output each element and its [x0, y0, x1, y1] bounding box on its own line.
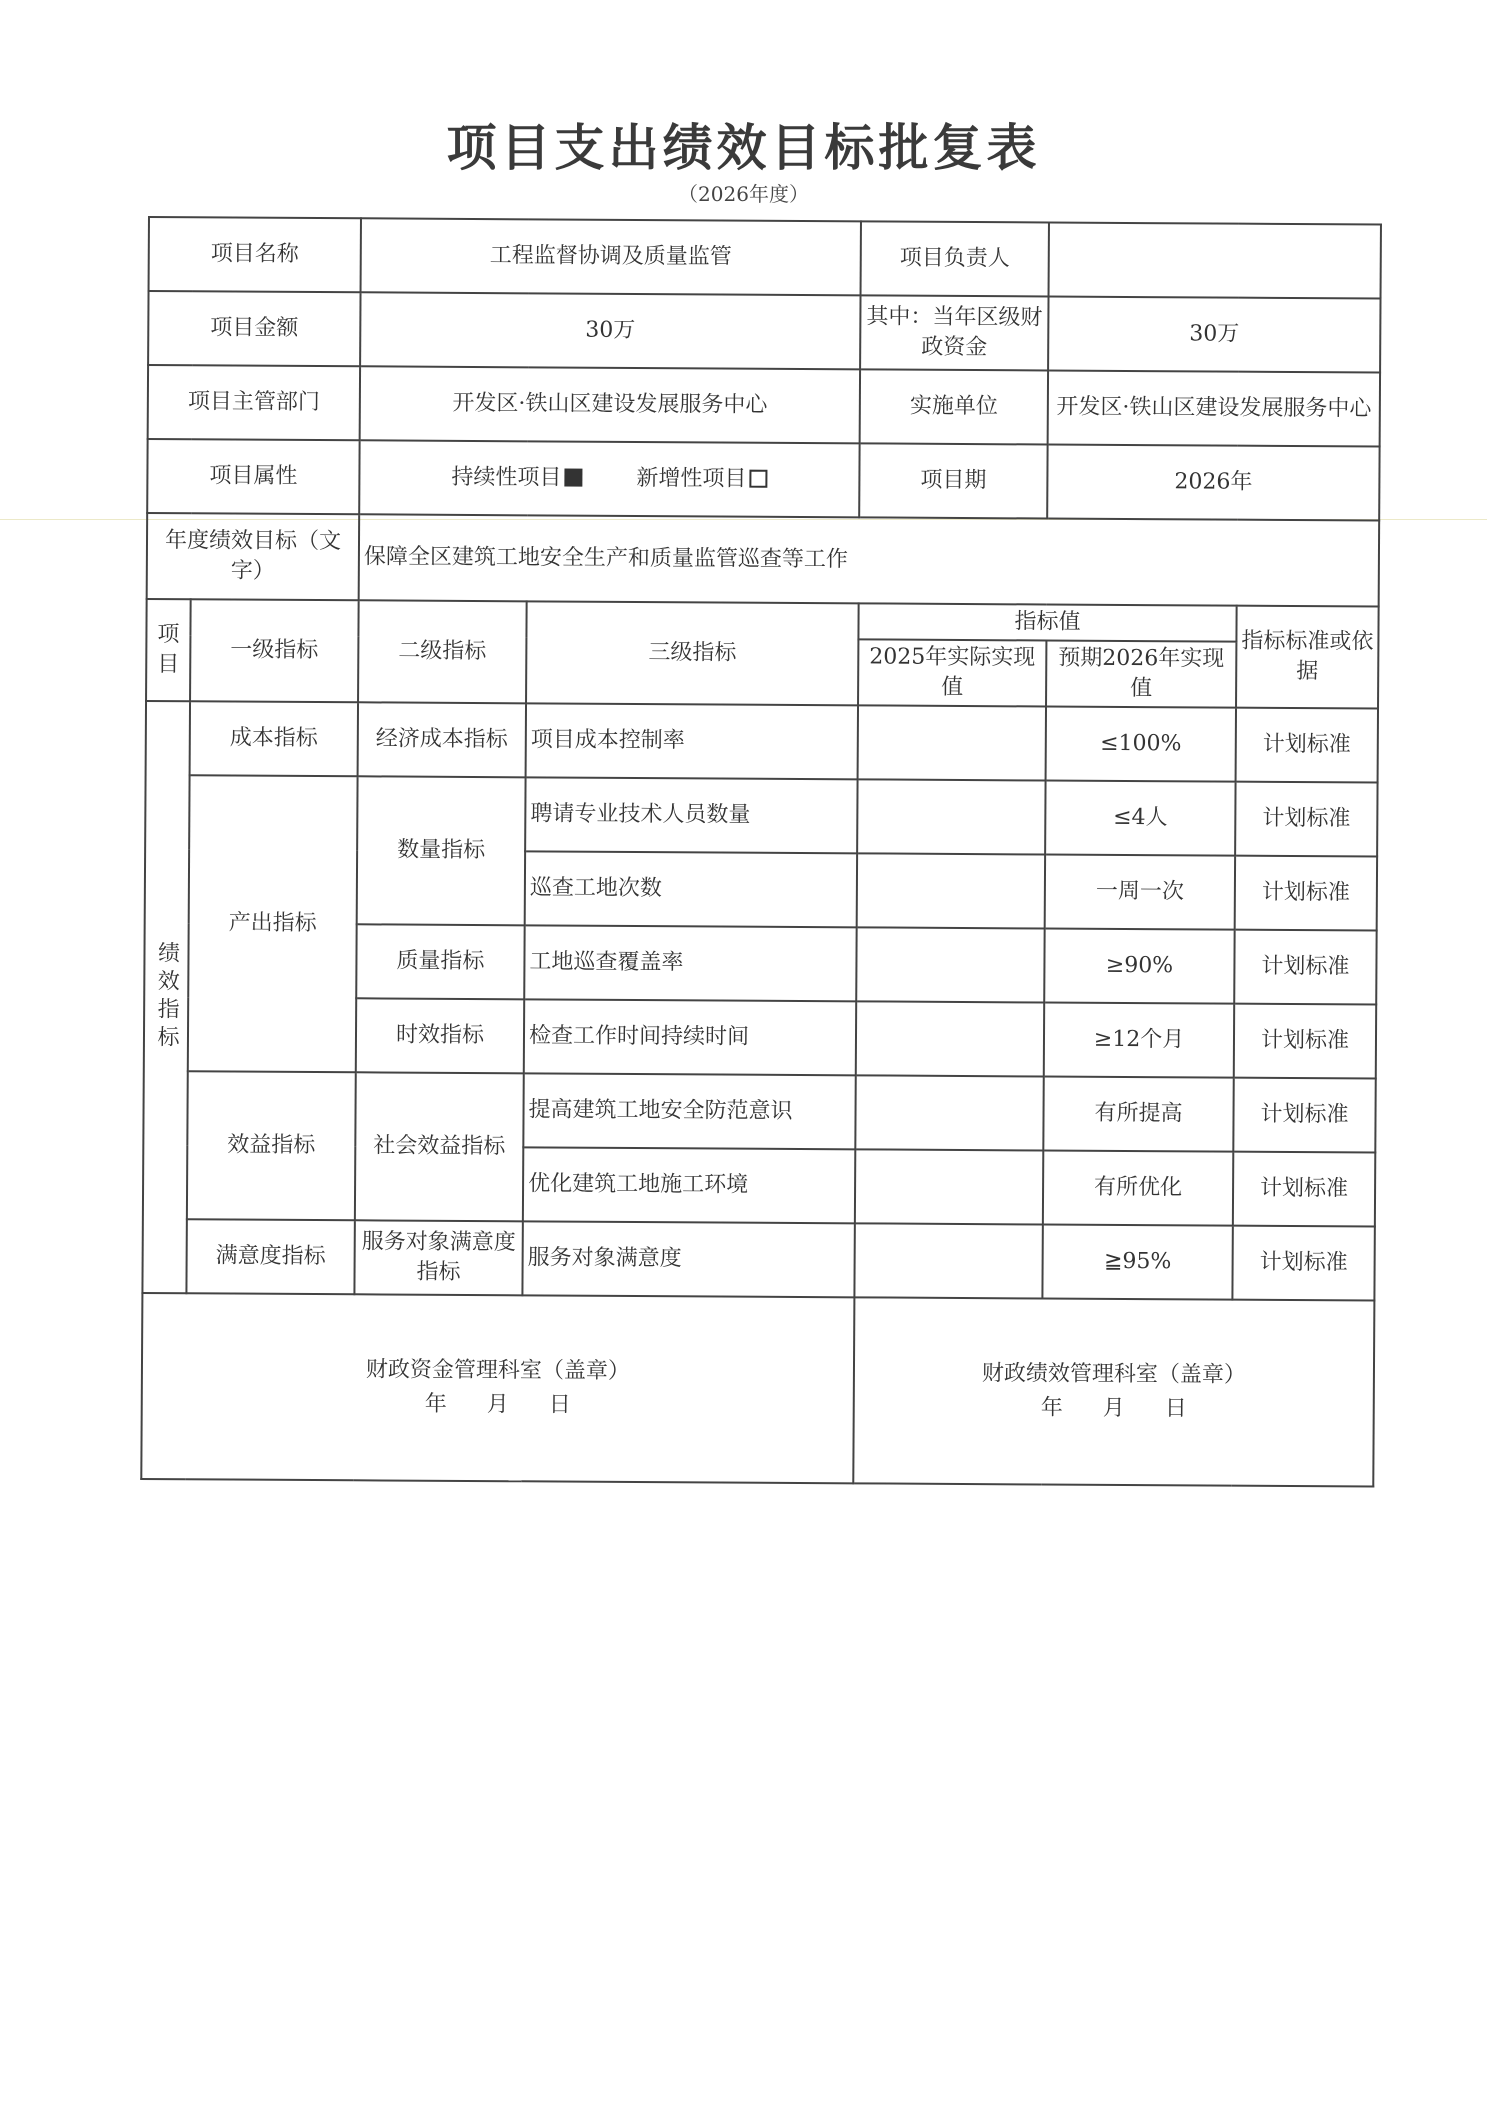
actual-cell: [856, 1001, 1044, 1076]
basis-cell: 计划标准: [1232, 1226, 1374, 1301]
project-leader-label: 项目负责人: [861, 221, 1049, 296]
day-label: 日: [548, 1392, 571, 1418]
unchecked-box-icon: [749, 470, 767, 488]
month-label: 月: [486, 1392, 509, 1418]
year-label: 年: [1040, 1395, 1063, 1421]
checked-box-icon: [564, 469, 582, 487]
basis-cell: 计划标准: [1236, 708, 1378, 783]
fund-office-signature: [141, 1293, 854, 1483]
expected-cell: 有所提高: [1043, 1076, 1233, 1151]
continuing-project-label: 持续性项目: [451, 464, 562, 491]
expected-cell: 一周一次: [1045, 854, 1235, 929]
performance-office-label: 财政绩效管理科室（盖章）: [981, 1361, 1247, 1388]
table-row: [145, 775, 1377, 857]
expected-cell: 有所优化: [1043, 1150, 1233, 1225]
level2-cell: 经济成本指标: [358, 702, 526, 777]
level2-cell: 服务对象满意度指标: [354, 1220, 522, 1295]
expected-cell: ≥90%: [1044, 928, 1234, 1003]
header-expected-2026: 预期2026年实现值: [1046, 640, 1236, 707]
table-row: [146, 701, 1378, 783]
page-title: 项目支出绩效目标批复表: [446, 119, 1041, 177]
actual-cell: [857, 853, 1045, 928]
new-project-label: 新增性项目: [636, 465, 747, 492]
project-period-label: 项目期: [859, 443, 1047, 518]
header-level1: 一级指标: [190, 599, 359, 702]
page-subtitle: （2026年度）: [678, 182, 809, 206]
basis-cell: 计划标准: [1234, 930, 1376, 1005]
performance-office-date: [859, 1390, 1369, 1427]
year-label: 年: [424, 1391, 447, 1417]
level3-cell: 优化建筑工地施工环境: [523, 1147, 855, 1223]
level3-cell: 提高建筑工地安全防范意识: [523, 1073, 855, 1149]
header-indicator-value: 指标值: [858, 603, 1236, 641]
level3-cell: 工地巡查覆盖率: [524, 925, 856, 1001]
header-level2: 二级指标: [358, 600, 527, 703]
basis-cell: 计划标准: [1234, 1004, 1376, 1079]
header-basis: 指标标准或依据: [1236, 606, 1379, 709]
table-row: [142, 1219, 1374, 1301]
project-attribute-label: 项目属性: [147, 439, 359, 514]
table-row: [143, 1071, 1375, 1153]
expected-cell: ≥12个月: [1044, 1002, 1234, 1077]
level1-cell: 满意度指标: [186, 1219, 354, 1294]
implementing-unit-value: 开发区·铁山区建设发展服务中心: [1048, 371, 1380, 447]
level1-cell: 产出指标: [188, 775, 358, 1072]
level3-cell: 巡查工地次数: [525, 851, 857, 927]
month-label: 月: [1102, 1395, 1125, 1421]
expected-cell: ≤100%: [1046, 706, 1236, 781]
actual-cell: [857, 779, 1045, 854]
actual-cell: [858, 705, 1046, 780]
actual-cell: [855, 1075, 1043, 1150]
table-row: [148, 291, 1380, 373]
actual-cell: [856, 927, 1044, 1002]
performance-indicator-label: 绩效指标: [142, 701, 190, 1293]
basis-cell: 计划标准: [1235, 856, 1377, 931]
level2-cell: 质量指标: [356, 924, 524, 999]
annual-goal-label: 年度绩效目标（文字）: [147, 513, 360, 600]
level1-cell: 效益指标: [187, 1071, 356, 1220]
expected-cell: ≤4人: [1045, 780, 1235, 855]
project-amount-value: 30万: [360, 292, 860, 369]
project-amount-label: 项目金额: [148, 291, 360, 366]
signature-row: [141, 1293, 1374, 1487]
header-actual-2025: 2025年实际实现值: [858, 639, 1046, 706]
implementing-unit-label: 实施单位: [860, 369, 1048, 444]
actual-cell: [854, 1223, 1042, 1298]
performance-target-table: [140, 216, 1382, 1488]
level3-cell: 项目成本控制率: [526, 703, 858, 779]
basis-cell: 计划标准: [1235, 782, 1377, 857]
level1-cell: 成本指标: [190, 701, 358, 776]
fiscal-fund-value: 30万: [1048, 297, 1380, 373]
level3-cell: 聘请专业技术人员数量: [525, 777, 857, 853]
basis-cell: 计划标准: [1233, 1152, 1375, 1227]
level2-cell: 社会效益指标: [355, 1072, 524, 1221]
header-level3: 三级指标: [526, 601, 859, 705]
table-row: [148, 365, 1380, 447]
level2-cell: 时效指标: [356, 998, 524, 1073]
department-value: 开发区·铁山区建设发展服务中心: [360, 366, 860, 443]
project-period-value: 2026年: [1047, 444, 1379, 520]
level3-cell: 检查工作时间持续时间: [524, 999, 856, 1075]
level2-cell: 数量指标: [357, 776, 526, 925]
day-label: 日: [1164, 1396, 1187, 1422]
department-label: 项目主管部门: [148, 365, 360, 440]
expected-cell: ≧95%: [1042, 1224, 1232, 1299]
header-project: 项目: [146, 599, 191, 701]
basis-cell: 计划标准: [1233, 1078, 1375, 1153]
header-row: [146, 599, 1378, 643]
fiscal-fund-label: 其中：当年区级财政资金: [860, 295, 1048, 370]
actual-cell: [855, 1149, 1043, 1224]
project-attribute-value: [359, 440, 859, 517]
annual-goal-value: 保障全区建筑工地安全生产和质量监管巡查等工作: [359, 514, 1380, 606]
performance-office-signature: [853, 1297, 1374, 1486]
project-name-label: 项目名称: [149, 217, 361, 292]
fund-office-label: 财政资金管理科室（盖章）: [365, 1357, 631, 1384]
project-name-value: 工程监督协调及质量监管: [361, 218, 861, 295]
project-leader-value: [1049, 223, 1381, 299]
table-row: [147, 513, 1380, 607]
table-row: [147, 439, 1379, 521]
fund-office-date: [147, 1386, 849, 1424]
table-row: [149, 217, 1381, 299]
level3-cell: 服务对象满意度: [522, 1221, 854, 1297]
